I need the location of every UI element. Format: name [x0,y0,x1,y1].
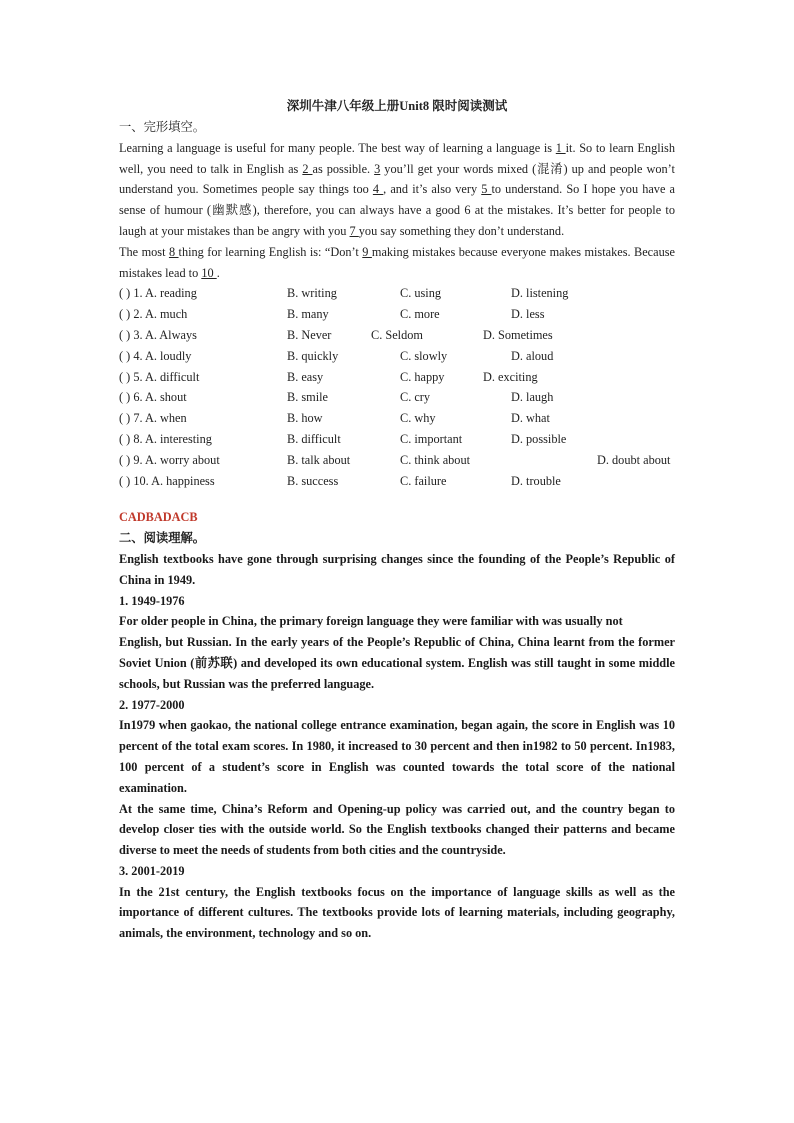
answer-key: CADBADACB [119,510,198,525]
document-page [119,96,675,944]
blank-7: 7 [349,223,359,238]
blank-4: 4 [372,182,384,197]
paragraph: At the same time, China’s Reform and Opening-up policy was carried out, and the country began to develop closer ties with the outside world. So the English textbooks changed their patterns and became diverse to meet the needs of students from both cities and the countryside. [119,801,675,858]
blank-6: 6 [464,203,471,218]
question-row: ( ) 1. A. reading B. writing C. using D. listening [119,286,569,301]
question-row: ( ) 10. A. happiness B. success C. failure D. trouble [119,473,561,488]
question-row: ( ) 5. A. difficult B. easy C. happy D. exciting [119,369,538,384]
paragraph: English textbooks have gone through surprising changes since the founding of the People’s Republic of China in 1949. [119,551,675,587]
paragraph: English, but Russian. In the early years of the People’s Republic of China, China learnt from the former Soviet Union (前苏联) and developed its own educational system. English was still taught in some middle schools, but Russian was the preferred language. [119,635,675,691]
reading-passage [119,549,675,944]
cloze-passage: Learning a language is useful for many people. The best way of learning a language is 1 it. So to learn English well, you need to talk in English as 2 as possible. 3 you’ll get your words mixed (混淆) up and people won’t understand you. Sometimes people say things too 4 , and it’s also very 5 to understand. So I hope you have a sense of humour (幽默感), therefore, you can always have a good 6 at the mistakes. It’s better for people to laugh at your mistakes than be angry with you 7 you say something they don’t understand. [119,140,675,238]
question-row: ( ) 6. A. shout B. smile C. cry D. laugh [119,390,554,405]
cloze-passage-2: The most 8 thing for learning English is: “Don’t 9 making mistakes because everyone makes mistakes. Because mistakes lead to 10 . [119,244,675,280]
question-row: ( ) 4. A. loudly B. quickly C. slowly D. aloud [119,348,554,363]
paragraph: In1979 when gaokao, the national college entrance examination, began again, the score in English was 10 percent of the total exam scores. In 1980, it increased to 30 percent and then in1982 to 50 percent. In1983, 100 percent of a student’s score in English was counted towards the total score of the national examination. [119,718,675,795]
blank-3: 3 [374,161,381,176]
subheading: 3. 2001-2019 [119,863,185,878]
blank-2: 2 [302,161,313,176]
question-row: ( ) 9. A. worry about B. talk about C. think about D. doubt about [119,452,671,467]
blank-8: 8 [168,244,179,259]
paragraph: In the 21st century, the English textbooks focus on the importance of language skills as well as the importance of different cultures. The textbooks provide lots of learning materials, including geography, animals, the environment, technology and so on. [119,884,675,941]
paragraph: For older people in China, the primary foreign language they were familiar with was usually not [119,614,623,629]
question-row: ( ) 3. A. Always B. Never C. Seldom D. Sometimes [119,327,553,342]
question-row: ( ) 2. A. much B. many C. more D. less [119,307,545,322]
page-title: 深圳牛津八年级上册Unit8 限时阅读测试 [286,99,508,113]
blank-1: 1 [555,140,566,155]
subheading: 2. 1977-2000 [119,697,185,712]
question-row: ( ) 8. A. interesting B. difficult C. important D. possible [119,431,567,446]
blank-10: 10 [201,265,217,280]
question-row: ( ) 7. A. when B. how C. why D. what [119,411,550,426]
subheading: 1. 1949-1976 [119,593,185,608]
section-cloze-heading: 一、完形填空。 [119,120,206,134]
blank-5: 5 [481,182,492,197]
options-list [119,283,675,491]
blank-9: 9 [362,244,372,259]
section-reading-heading: 二、阅读理解。 [119,531,206,546]
